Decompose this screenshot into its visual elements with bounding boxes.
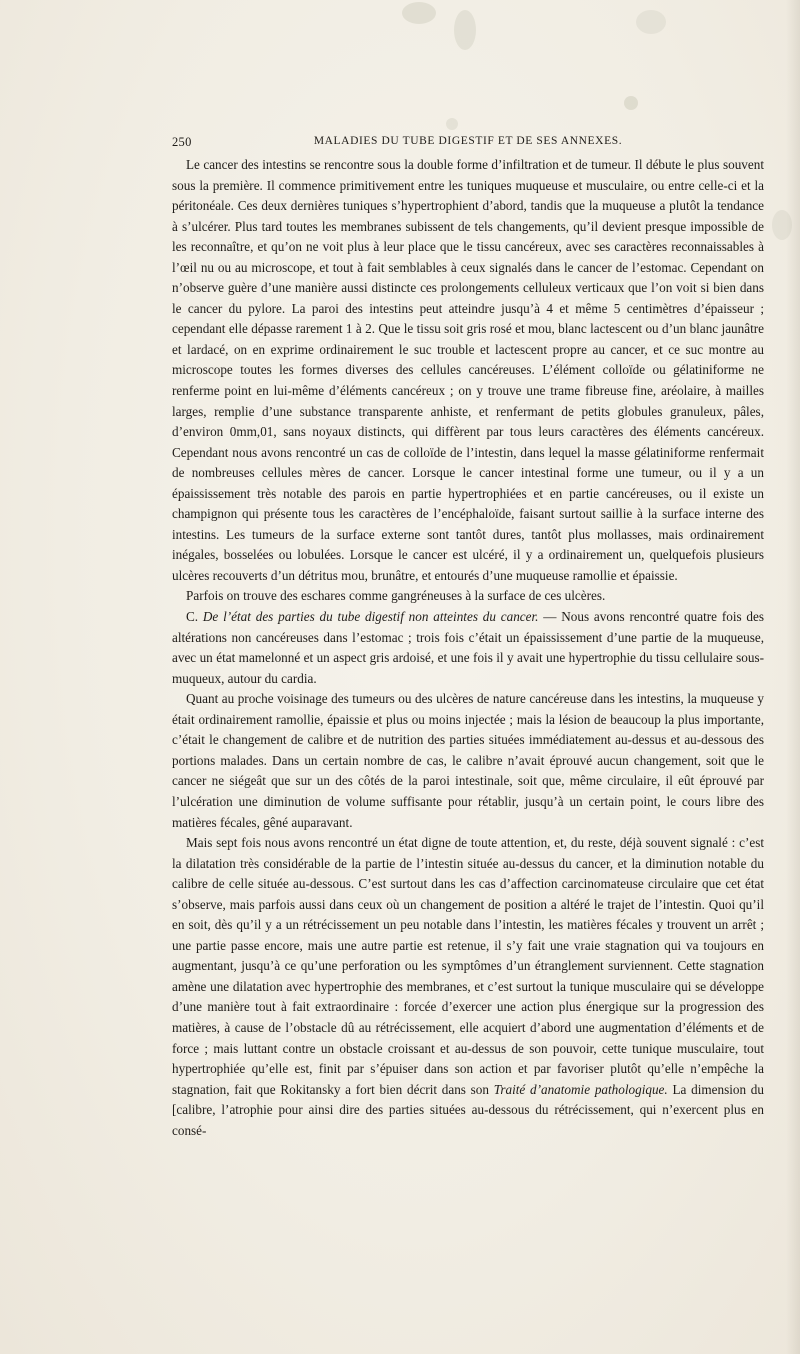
section-letter: C. <box>186 609 203 625</box>
book-title: Traité d’anatomie pathologique. <box>493 1081 668 1097</box>
paper-stain <box>402 2 436 24</box>
section-heading: De l’état des parties du tube digestif non atteintes du cancer. <box>202 609 539 625</box>
paragraph-text: Mais sept fois nous avons rencontré un état digne de toute attention, et, du reste, déjà souvent signalé : c’est la dilatation très considérable de la partie de l’intestin située au-dessus du cancer, et la diminution notable du calibre de celle située au-dessous. C’est surtout dans les cas d’affection carcinomateuse circulaire que cet état s’observe, mais parfois aussi dans ceux où un changement de position a altéré le trajet de l’intestin. Quoi qu’il en soit, dès qu’il y a un rétrécissement un peu notable dans l’intestin, les matières fécales y trouvent un arrêt ; une partie passe encore, mais une autre partie est retenue, il s’y fait une vraie stagnation qui va toujours en augmentant, jusqu’à ce qu’une perforation ou les symptômes d’un étranglement surviennent. Cette stagnation amène une dilatation avec hypertrophie des membranes, et c’est surtout la tunique musculaire qui se développe d’une manière tout à fait extraordinaire : forcée d’exercer une action plus énergique sur la progression des matières, à cause de l’obstacle dû au rétrécissement, elle acquiert d’abord une augmentation d’éléments et de force ; mais luttant contre un obstacle croissant et au-dessus de son pouvoir, cette tunique musculaire, tout hypertrophiée qu’elle est, finit par s’épuiser dans son action et par favoriser plutôt qu’elle n’empêche la stagnation, fait que Rokitansky a fort bien décrit dans son <box>172 835 764 1097</box>
paragraph <box>172 607 764 689</box>
paragraph: Le cancer des intestins se rencontre sous la double forme d’infiltration et de tumeur. Il débute le plus souvent sous la première. Il commence primitivement entre les tuniques muqueuse et musculaire, ou entre celle-ci et la péritonéale. Ces deux dernières tuniques s’hypertrophient d’abord, tandis que la muqueuse a plutôt la tendance à s’ulcérer. Plus tard toutes les membranes subissent de tels changements, qu’il devient presque impossible de les reconnaître, et qu’on ne voit plus à leur place que le tissu cancéreux, avec ses caractères reconnaissables à l’œil nu ou au microscope, et tout à fait semblables à ceux signalés dans le cancer de l’estomac. Cependant on n’observe guère d’une manière aussi distincte ces prolongements celluleux verticaux que l’on voit si bien dans le cancer du pylore. La paroi des intestins peut atteindre jusqu’à 4 et même 5 centimètres d’épaisseur ; cependant elle dépasse rarement 1 à 2. Que le tissu soit gris rosé et mou, blanc lactescent ou d’un blanc jaunâtre et lardacé, on en exprime ordinairement le suc trouble et lactescent propre au cancer, et ce suc montre au microscope toutes les formes diverses des cellules cancéreuses. L’élément colloïde ou gélatiniforme ne renferme point en lui-même d’éléments cancéreux ; on y trouve une trame fibreuse fine, aréolaire, à mailles larges, remplie d’une substance transparente anhiste, et renfermant de petits globules granuleux, pâles, d’environ 0mm,01, sans noyaux distincts, qui diffèrent par tous leurs caractères des éléments cancéreux. Cependant nous avons rencontré un cas de colloïde de l’intestin, dans lequel la masse gélatiniforme renfermait de nombreuses cellules mères de cancer. Lorsque le cancer intestinal forme une tumeur, ou il y a un épaississement très notable des parois en partie hypertrophiées et en partie cancéreuses, ou il existe un champignon qui présente tous les caractères de l’encéphaloïde, faisant surtout saillie à la surface interne des intestins. Les tumeurs de la surface externe sont tantôt dures, tantôt plus mollasses, mais ordinairement inégales, bosselées ou lobulées. Lorsque le cancer est ulcéré, il y a ordinairement un, quelquefois plusieurs ulcères recouverts d’un détritus mou, brunâtre, et entourés d’une muqueuse ramollie et épaissie. <box>172 157 764 583</box>
running-title: MALADIES DU TUBE DIGESTIF ET DE SES ANNEXES. <box>313 135 623 147</box>
paper-stain <box>636 10 666 34</box>
paragraph <box>172 833 764 1141</box>
paragraph-text: La dimension du [calibre, l’atrophie pour ainsi dire des parties situées au-dessous du rétrécissement, qui n’exercent plus en consé- <box>172 1081 764 1138</box>
page-header <box>172 135 764 153</box>
paragraph-text: — Nous avons rencontré quatre fois des altérations non cancéreuses dans l’estomac ; trois fois c’était un épaississement d’une partie de la muqueuse, avec un état mamelonné et un aspect gris ardoisé, et une fois il y avait une hypertrophie du tissu cellulaire sous-muqueux, autour du cardia. <box>172 609 764 686</box>
paragraph: Parfois on trouve des eschares comme gangréneuses à la surface de ces ulcères. <box>186 588 606 604</box>
body-text <box>172 155 764 1141</box>
paper-stain <box>454 10 476 50</box>
paper-stain <box>446 118 458 130</box>
paragraph: Quant au proche voisinage des tumeurs ou des ulcères de nature cancéreuse dans les intestins, la muqueuse y était ordinairement ramollie, épaissie et plus ou moins injectée ; mais la lésion de beaucoup la plus importante, c’était le changement de calibre et de nutrition des parties situées immédiatement au-dessus et au-dessous des portions malades. Dans un certain nombre de cas, le calibre n’avait éprouvé aucun changement, soit que le cancer ne siégeât que sur un des côtés de la paroi intestinale, soit que, même circulaire, il eût éprouvé par l’ulcération une diminution de volume suffisante pour rétablir, jusqu’à un certain point, le cours libre des matières fécales, gêné auparavant. <box>172 691 764 830</box>
paper-stain <box>624 96 638 110</box>
page-number: 250 <box>172 135 192 149</box>
page-edge-shadow <box>786 0 800 1354</box>
